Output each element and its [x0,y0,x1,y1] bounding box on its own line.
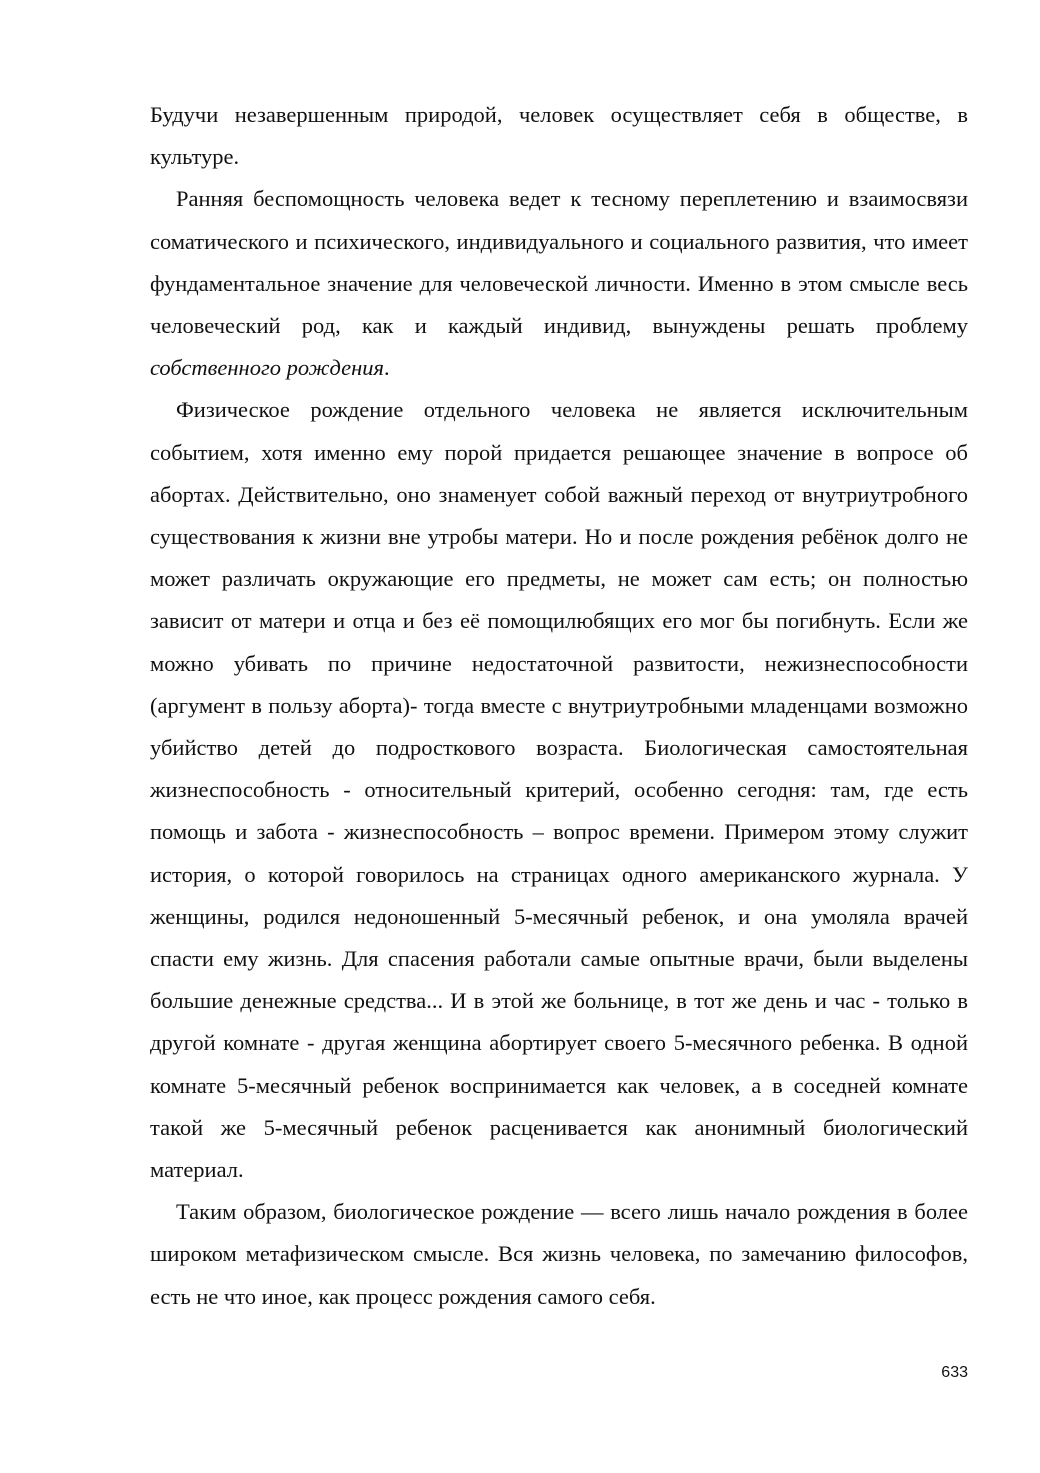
document-page [150,94,968,1318]
paragraph-2-text: Ранняя беспомощность человека ведет к тесному переплетению и взаимосвязи соматического и психического, индивидуального и социального развития, что имеет фундаментальное значение для человеческой личности. Именно в этом смысле весь человеческий род, как и каждый индивид, вынуждены решать проблему [150,186,968,339]
paragraph-1-text: Будучи незавершенным природой, человек осуществляет себя в обществе, в культуре. [150,102,968,170]
page-number: 633 [941,1364,968,1381]
paragraph-3-text: Физическое рождение отдельного человека не является исключительным событием, хотя именно ему порой придается решающее значение в вопросе об абортах. Действительно, оно знаменует собой важный переход от внутриутробного существования к жизни вне утробы матери. Но и после рождения ребёнок долго не может различать окружающие его предметы, не может сам есть; он полностью зависит от матери и отца и без её помощилюбящих его мог бы погибнуть. Если же можно убивать по причине недостаточной развитости, нежизнеспособности (аргумент в пользу аборта)- тогда вместе с внутриутробными младенцами возможно убийство детей до подросткового возраста. Биологическая самостоятельная жизнеспособность - относительный критерий, особенно сегодня: там, где есть помощь и забота - жизнеспособность – вопрос времени. Примером этому служит история, о которой говорилось на страницах одного американского журнала. У женщины, родился недоношенный 5-месячный ребенок, и она умоляла врачей спасти ему жизнь. Для спасения работали самые опытные врачи, были выделены большие денежные средства... И в этой же больнице, в тот же день и час - только в другой комнате - другая женщина абортирует своего 5-месячного ребенка. В одной комнате 5-месячный ребенок воспринимается как человек, а в соседней комнате такой же 5-месячный ребенок расценивается как анонимный биологический материал. [150,397,968,1183]
paragraph-4-text: Таким образом, биологическое рождение — всего лишь начало рождения в более широком метафизическом смысле. Вся жизнь человека, по замечанию философов, есть не что иное, как процесс рождения самого себя. [150,1199,968,1309]
paragraph-2 [150,178,968,389]
paragraph-3 [150,389,968,1191]
paragraph-4 [150,1191,968,1318]
paragraph-1 [150,94,968,178]
paragraph-2-ending: . [384,355,390,381]
paragraph-2-italic-phrase: собственного рождения [150,355,384,381]
